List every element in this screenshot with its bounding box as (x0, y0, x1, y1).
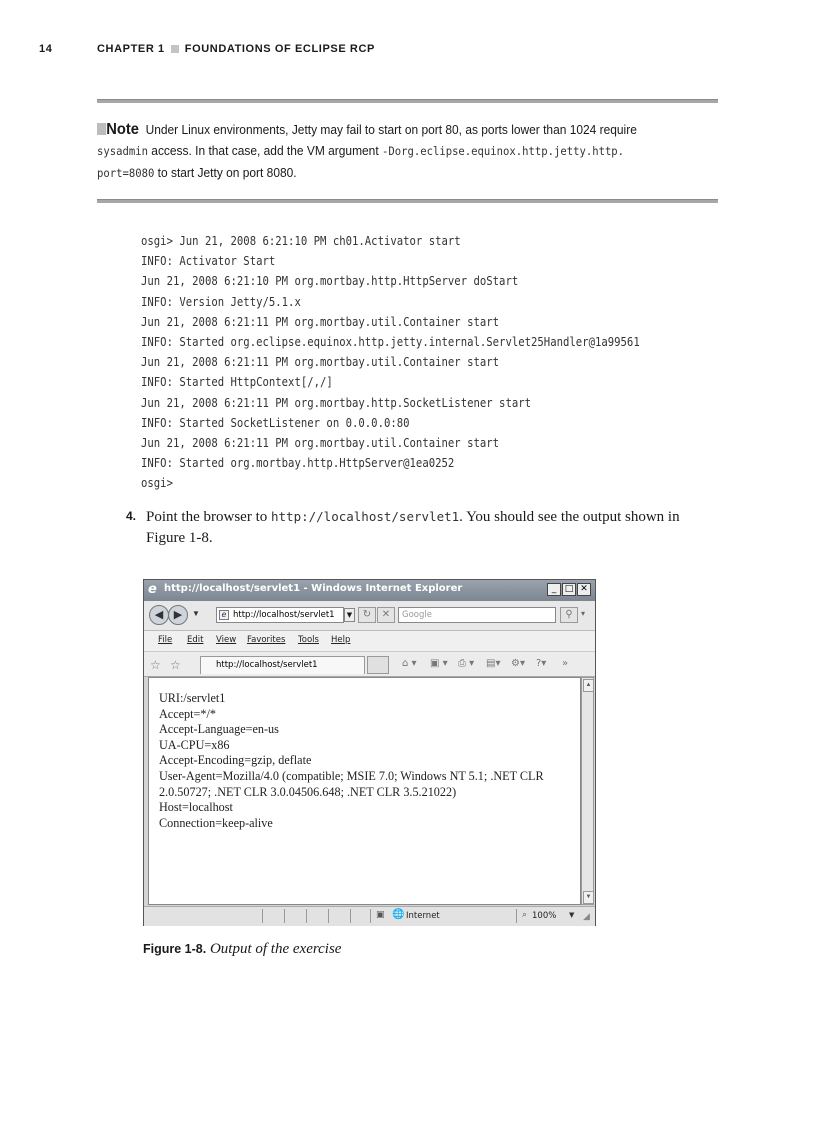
zoom-level[interactable]: 100% (532, 911, 557, 921)
stop-icon[interactable]: ✕ (377, 607, 395, 623)
ie-logo-icon: e (148, 582, 157, 597)
status-divider (516, 909, 517, 923)
search-options-icon[interactable]: ▾ (581, 609, 586, 618)
maximize-button[interactable]: □ (562, 583, 576, 596)
address-text: http://localhost/servlet1 (233, 610, 335, 620)
help-menu-icon[interactable]: ?▾ (536, 658, 547, 669)
favorites-star-icon[interactable]: ☆ (150, 658, 161, 672)
forward-icon[interactable]: ▶ (168, 605, 188, 625)
resize-grip-icon[interactable]: ◢ (583, 912, 590, 922)
note-text-2: access. In that case, add the VM argument (151, 143, 379, 158)
tab-current[interactable] (200, 656, 365, 674)
step-text-line2: Figure 1-8. (146, 530, 213, 546)
step-url: http://localhost/servlet1 (271, 509, 460, 524)
running-header (0, 43, 816, 59)
close-button[interactable]: ✕ (577, 583, 591, 596)
search-icon[interactable]: ⚲ (560, 607, 578, 623)
status-bar (144, 906, 595, 926)
page-menu-icon[interactable]: ▤▾ (486, 658, 501, 669)
back-icon[interactable]: ◀ (149, 605, 169, 625)
chapter-label: CHAPTER 1 (97, 43, 165, 55)
separator-square-icon (171, 45, 179, 53)
menu-bar (144, 631, 595, 652)
menu-edit[interactable]: Edit (187, 635, 204, 645)
status-divider (350, 909, 351, 923)
note-code-vm-arg: -Dorg.eclipse.equinox.http.jetty.http. (381, 144, 625, 158)
add-favorite-icon[interactable]: ☆ (170, 658, 181, 672)
menu-help[interactable]: Help (331, 635, 351, 645)
page-number: 14 (39, 43, 53, 55)
zoom-dropdown-icon[interactable]: ▼ (569, 911, 575, 919)
menu-file[interactable]: File (158, 635, 173, 645)
scroll-up-icon[interactable]: ▲ (583, 679, 594, 692)
protected-mode-icon: ▣ (376, 910, 385, 920)
note-top-rule (97, 99, 718, 103)
history-dropdown-icon[interactable]: ▼ (192, 609, 200, 618)
status-divider (328, 909, 329, 923)
new-tab-button[interactable] (367, 656, 389, 674)
status-divider (306, 909, 307, 923)
tools-menu-icon[interactable]: ⚙▾ (511, 658, 525, 669)
figure-caption (143, 941, 341, 958)
step-number: 4. (126, 509, 137, 523)
menu-favorites[interactable]: Favorites (247, 635, 286, 645)
navigation-bar (144, 601, 595, 631)
vertical-scrollbar[interactable] (581, 677, 594, 905)
page-icon: e (219, 610, 229, 620)
internet-zone-icon: 🌐 (392, 909, 405, 920)
note-text-1: Under Linux environments, Jetty may fail to start on port 80, as ports lower than 1024 require (145, 122, 637, 137)
window-title: http://localhost/servlet1 - Windows Internet Explorer (164, 583, 463, 594)
note-bottom-rule (97, 199, 718, 203)
figure-label: Figure 1-8. (143, 942, 207, 956)
zoom-icon: ⌕ (522, 910, 528, 920)
servlet-output: URI:/servlet1 Accept=*/* Accept-Language=en-us UA-CPU=x86 Accept-Encoding=gzip, deflate User-Agent=Mozilla/4.0 (compatible; MSIE 7.0; Windows NT 5.1; .NET CLR 2.0.50727; .NET CLR 3.0.04506.648; .NET CLR 3.5.21022) Host=localhost Connection=keep-alive (159, 691, 544, 830)
note-text-3: to start Jetty on port 8080. (157, 165, 297, 180)
step-text (146, 506, 726, 549)
step-text-before: Point the browser to (146, 509, 268, 525)
step-text-after: . You should see the output shown in (459, 509, 680, 525)
menu-tools[interactable]: Tools (298, 635, 319, 645)
status-divider (370, 909, 371, 923)
status-divider (284, 909, 285, 923)
note-label: Note (106, 121, 139, 138)
refresh-icon[interactable]: ↻ (358, 607, 376, 623)
page-content (148, 677, 581, 905)
note-box (97, 119, 718, 184)
favorites-bar (144, 652, 595, 677)
chapter-heading (97, 43, 375, 55)
note-square-icon (97, 123, 106, 135)
tab-title: http://localhost/servlet1 (216, 660, 318, 670)
address-bar[interactable] (216, 607, 344, 623)
status-divider (262, 909, 263, 923)
note-code-port: port=8080 (97, 166, 155, 180)
feeds-icon[interactable]: ▣ ▾ (430, 658, 448, 669)
print-icon[interactable]: ⎙ ▾ (458, 658, 475, 669)
chapter-title: FOUNDATIONS OF ECLIPSE RCP (184, 43, 375, 55)
home-icon[interactable]: ⌂ ▾ (402, 658, 417, 669)
address-dropdown-icon[interactable]: ▼ (344, 608, 355, 622)
minimize-button[interactable]: _ (547, 583, 561, 596)
zone-label: Internet (406, 911, 440, 921)
figure-caption-text: Output of the exercise (209, 941, 342, 957)
scroll-down-icon[interactable]: ▼ (583, 891, 594, 904)
console-output: osgi> Jun 21, 2008 6:21:10 PM ch01.Activator start INFO: Activator Start Jun 21, 2008 6:21:10 PM org.mortbay.http.HttpServer doStart INFO: Version Jetty/5.1.x Jun 21, 2008 6:21:11 PM org.mortbay.util.Container start INFO: Started org.eclipse.equinox.http.jetty.internal.Servlet25Handler@1a99561 Jun 21, 2008 6:21:11 PM org.mortbay.util.Container start INFO: Started HttpContext[/,/] Jun 21, 2008 6:21:11 PM org.mortbay.http.SocketListener start INFO: Started SocketListener on 0.0.0.0:80 Jun 21, 2008 6:21:11 PM org.mortbay.util.Container start INFO: Started org.mortbay.http.HttpServer@1ea0252 osgi> (141, 234, 640, 491)
title-bar (144, 580, 595, 601)
research-icon[interactable]: » (562, 658, 569, 669)
menu-view[interactable]: View (216, 635, 237, 645)
browser-window (143, 579, 596, 926)
note-code-sysadmin: sysadmin (97, 144, 148, 158)
search-input[interactable]: Google (398, 607, 556, 623)
